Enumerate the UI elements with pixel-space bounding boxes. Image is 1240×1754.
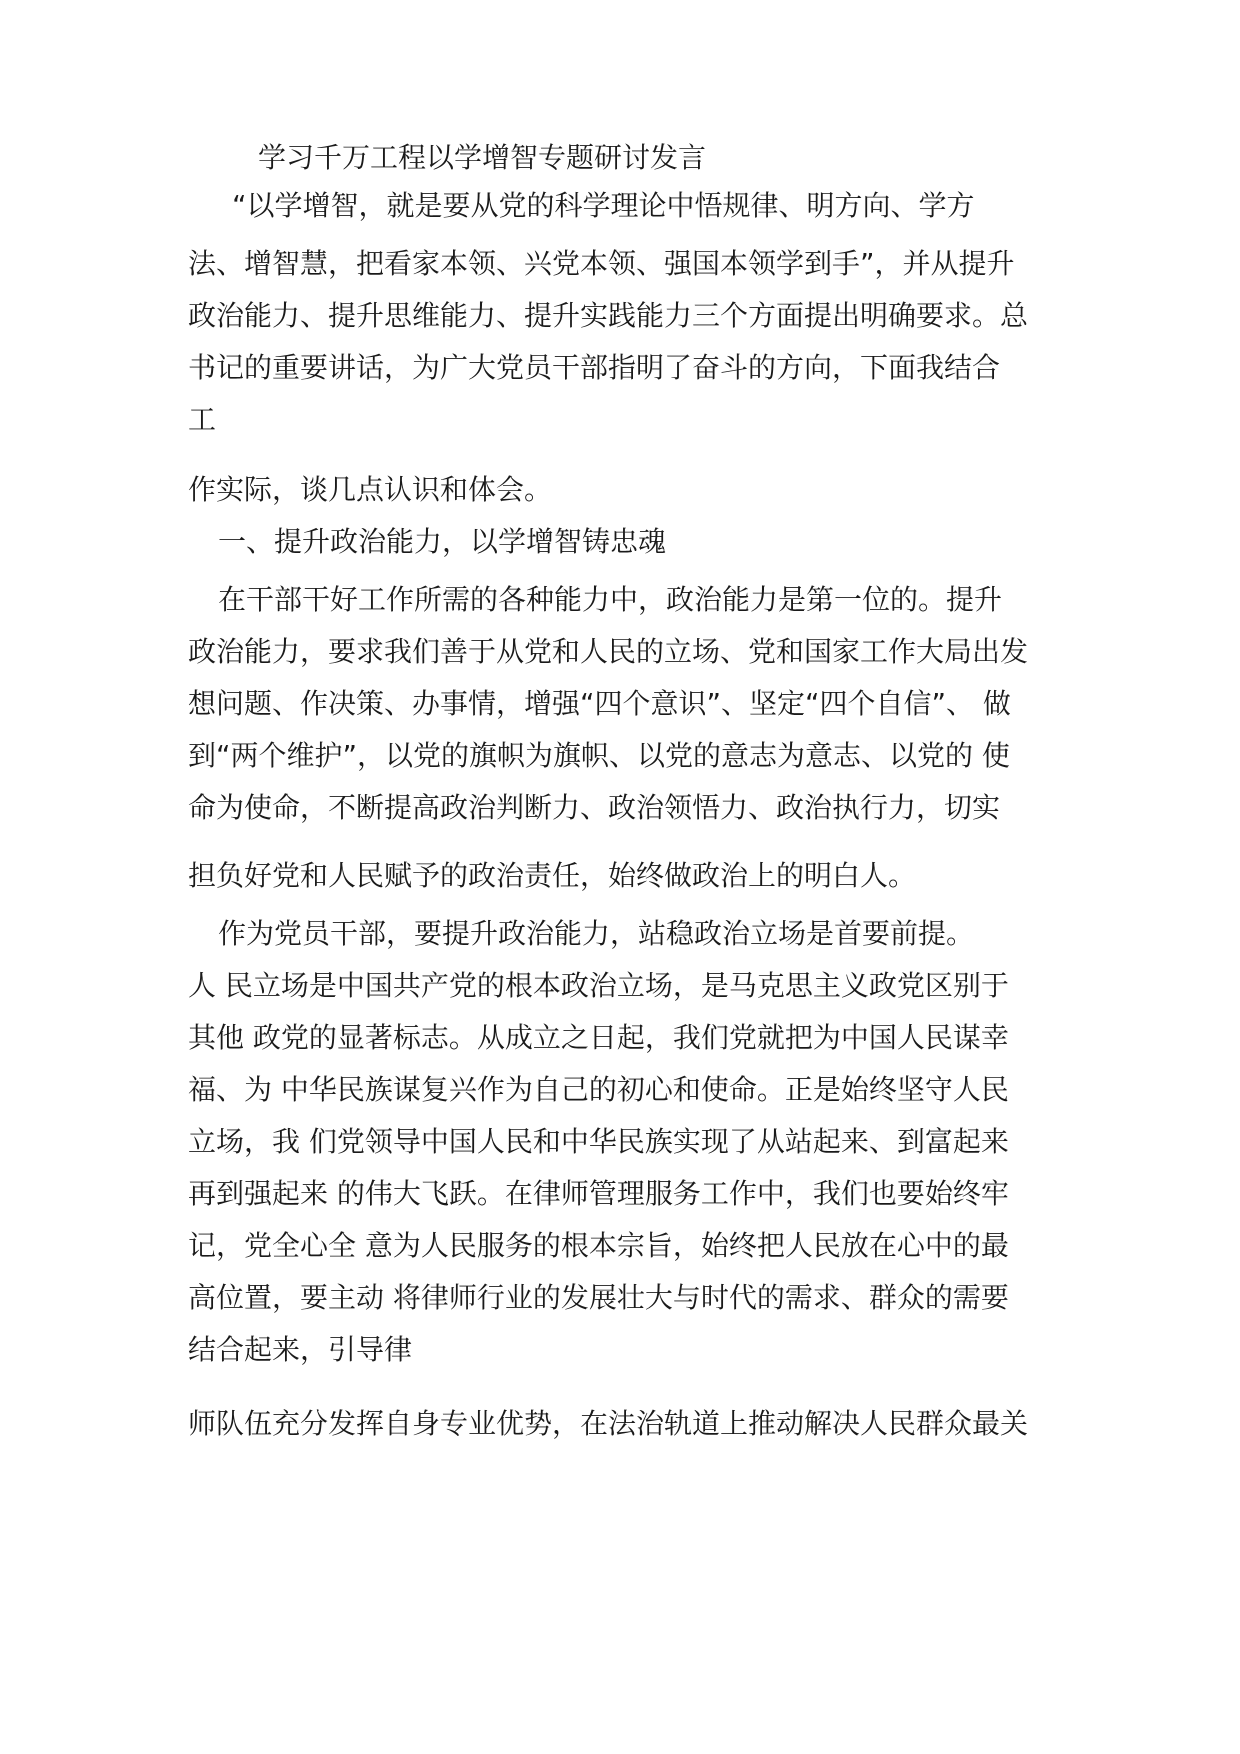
paragraph-line: 作为党员干部，要提升政治能力，站稳政治立场是首要前提。 bbox=[218, 917, 975, 950]
paragraph-line: 想问题、作决策、办事情，增强“四个意识”、坚定“四个自信”、 做 bbox=[188, 687, 1011, 720]
paragraph-line: 在干部干好工作所需的各种能力中，政治能力是第一位的。提升 bbox=[218, 583, 1003, 616]
paragraph-line: 其他 政党的显著标志。从成立之日起，我们党就把为中国人民谋幸 bbox=[188, 1021, 1009, 1054]
paragraph-line: 到“两个维护”，以党的旗帜为旗帜、以党的意志为意志、以党的 使 bbox=[188, 739, 1010, 772]
paragraph-line: 福、为 中华民族谋复兴作为自己的初心和使命。正是始终坚守人民 bbox=[188, 1073, 1009, 1106]
paragraph-line: 结合起来，引导律 bbox=[188, 1333, 413, 1366]
paragraph-line: 高位置，要主动 将律师行业的发展壮大与时代的需求、群众的需要 bbox=[188, 1281, 1009, 1314]
paragraph-line: 书记的重要讲话，为广大党员干部指明了奋斗的方向，下面我结合 bbox=[188, 351, 1001, 384]
section-heading: 一、提升政治能力，以学增智铸忠魂 bbox=[218, 525, 667, 558]
paragraph-line: 记，党全心全 意为人民服务的根本宗旨，始终把人民放在心中的最 bbox=[188, 1229, 1009, 1262]
paragraph-line: 工 bbox=[188, 403, 217, 436]
paragraph-line: “以学增智，就是要从党的科学理论中悟规律、明方向、学方 bbox=[232, 189, 975, 222]
paragraph-line: 担负好党和人民赋予的政治责任，始终做政治上的明白人。 bbox=[188, 859, 917, 892]
paragraph-line: 作实际，谈几点认识和体会。 bbox=[188, 473, 553, 506]
document-title: 学习千万工程以学增智专题研讨发言 bbox=[258, 141, 707, 174]
paragraph-line: 命为使命，不断提高政治判断力、政治领悟力、政治执行力，切实 bbox=[188, 791, 1001, 824]
paragraph-line: 人 民立场是中国共产党的根本政治立场，是马克思主义政党区别于 bbox=[188, 969, 1009, 1002]
paragraph-line: 再到强起来 的伟大飞跃。在律师管理服务工作中，我们也要始终牢 bbox=[188, 1177, 1009, 1210]
paragraph-line: 法、增智慧，把看家本领、兴党本领、强国本领学到手”，并从提升 bbox=[188, 247, 1015, 280]
paragraph-line: 师队伍充分发挥自身专业优势，在法治轨道上推动解决人民群众最关 bbox=[188, 1407, 1029, 1440]
paragraph-line: 政治能力、提升思维能力、提升实践能力三个方面提出明确要求。总 bbox=[188, 299, 1029, 332]
paragraph-line: 政治能力，要求我们善于从党和人民的立场、党和国家工作大局出发 bbox=[188, 635, 1029, 668]
paragraph-line: 立场，我 们党领导中国人民和中华民族实现了从站起来、到富起来 bbox=[188, 1125, 1009, 1158]
